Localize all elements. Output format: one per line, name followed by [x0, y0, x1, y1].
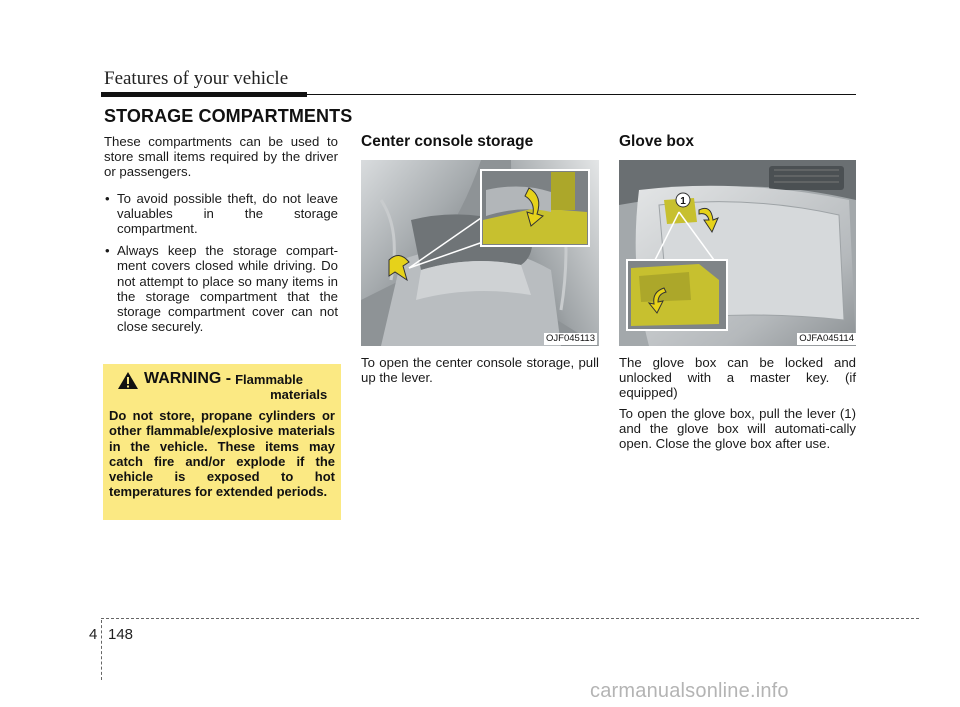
footer-divider	[101, 620, 102, 680]
glove-box-paragraph-1: The glove box can be locked and unlocked with a master key. (if equipped)	[619, 355, 856, 401]
section-title: STORAGE COMPARTMENTS	[104, 106, 353, 126]
glove-box-heading: Glove box	[619, 133, 694, 150]
warning-box	[103, 364, 341, 520]
center-console-photo	[361, 160, 599, 346]
warning-subtitle-line2: materials	[270, 387, 328, 402]
glove-box-paragraph-2: To open the glove box, pull the lever (1) and the glove box will automati-cally open. Close the glove box after use.	[619, 405, 856, 452]
list-item: • To avoid possible theft, do not leave valuables in the storage compartment.	[104, 191, 338, 237]
footer-rule	[101, 618, 919, 619]
intro-bullet-list	[104, 191, 338, 335]
page-number: 148	[108, 626, 134, 643]
chapter-number: 4	[89, 626, 98, 643]
watermark: carmanualsonline.info	[590, 680, 789, 702]
glove-box-text	[619, 355, 856, 451]
warning-label: WARNING -	[144, 370, 232, 387]
running-header: Features of your vehicle	[104, 68, 289, 89]
image-code: OJFA045114	[799, 333, 854, 344]
center-console-text: To open the center console storage, pull up the lever.	[361, 355, 599, 386]
warning-triangle-icon	[117, 371, 139, 390]
intro-column	[104, 134, 338, 341]
image-code: OJF045113	[546, 333, 595, 344]
intro-paragraph: These compartments can be used to store small items required by the driver or passengers.	[104, 134, 338, 180]
svg-text:1: 1	[680, 196, 686, 207]
warning-text: Do not store, propane cylinders or other flammable/explosive materials in the vehicle. These items may catch fire and/or explode if the vehicle is exposed to hot temperatures for extended periods.	[109, 408, 335, 500]
warning-subtitle	[235, 370, 327, 402]
list-item: • Always keep the storage compart-ment covers closed while driving. Do not attempt to place so many items in the storage compartment that the storage compartment cover can not close securely.	[104, 243, 338, 334]
warning-header	[117, 370, 335, 402]
header-rule-thick	[101, 92, 307, 97]
glove-box-photo	[619, 160, 856, 346]
center-console-heading: Center console storage	[361, 133, 534, 150]
warning-subtitle-line1: Flammable	[235, 372, 304, 387]
